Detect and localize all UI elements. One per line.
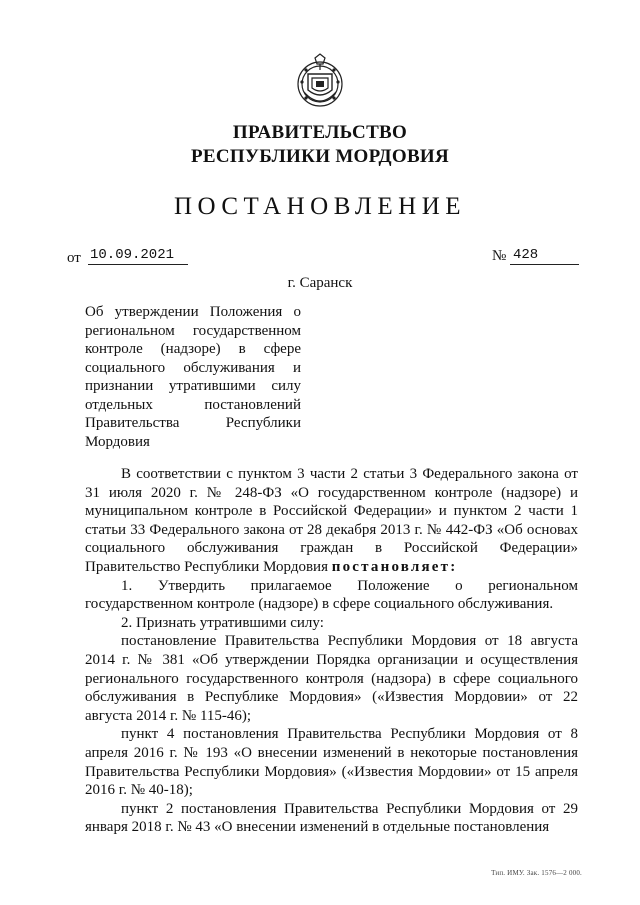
document-number: 428	[510, 247, 579, 265]
print-mark: Тип. ИМУ. Зак. 1576—2 000.	[491, 869, 582, 877]
org-name-line1: ПРАВИТЕЛЬСТВО	[232, 122, 408, 143]
org-name-line2: РЕСПУБЛИКИ МОРДОВИЯ	[190, 146, 450, 167]
document-subject: Об утверждении Положения о региональном государственном контроле (надзоре) в сфере социального обслуживания и признании утратившими силу отдельных постановлений Правительства Республики Мордовия	[85, 304, 301, 450]
document-date: 10.09.2021	[88, 247, 188, 265]
document-type-title: ПОСТАНОВЛЕНИЕ	[173, 193, 467, 220]
preamble-paragraph	[85, 465, 578, 577]
repeal-item-2: пункт 4 постановления Правительства Республики Мордовия от 8 апреля 2016 г. № 193 «О внесении изменений в некоторые постановления Правительства Республики Мордовия» («Известия Мордовии» от 15 апреля 2016 г. № 40-18);	[85, 726, 578, 799]
repeal-item-1: постановление Правительства Республики Мордовия от 18 августа 2014 г. № 381 «Об утверждении Порядка организации и осуществления регионального государственного контроля (надзора) в сфере социального обслуживания в Республике Мордовия» («Известия Мордовии» от 22 августа 2014 г. № 115-46);	[85, 633, 578, 724]
document-body	[85, 465, 578, 837]
item-1: 1. Утвердить прилагаемое Положение о региональном государственном контроле (надзоре) в сфере социального обслуживания.	[85, 577, 578, 613]
item-2: 2. Признать утратившими силу:	[121, 614, 324, 631]
decides-word: постановляет:	[331, 558, 458, 575]
number-prefix: №	[492, 248, 507, 264]
preamble-text: В соответствии с пунктом 3 части 2 статьи 3 Федерального закона от 31 июля 2020 г. № 248-ФЗ «О государственном контроле (надзоре) и муниципальном контроле в Российской Федерации» и пунктом 2 части 1 статьи 33 Федерального закона от 28 декабря 2013 г. № 442-ФЗ «Об основах социального обслуживания граждан в Российской Федерации» Правительство Республики Мордовия	[85, 466, 578, 575]
coat-of-arms-icon	[294, 52, 346, 114]
date-prefix: от	[67, 250, 81, 266]
repeal-item-3: пункт 2 постановления Правительства Республики Мордовия от 29 января 2018 г. № 43 «О внесении изменений в отдельные постановления	[85, 800, 578, 836]
city-line: г. Саранск	[287, 275, 353, 291]
